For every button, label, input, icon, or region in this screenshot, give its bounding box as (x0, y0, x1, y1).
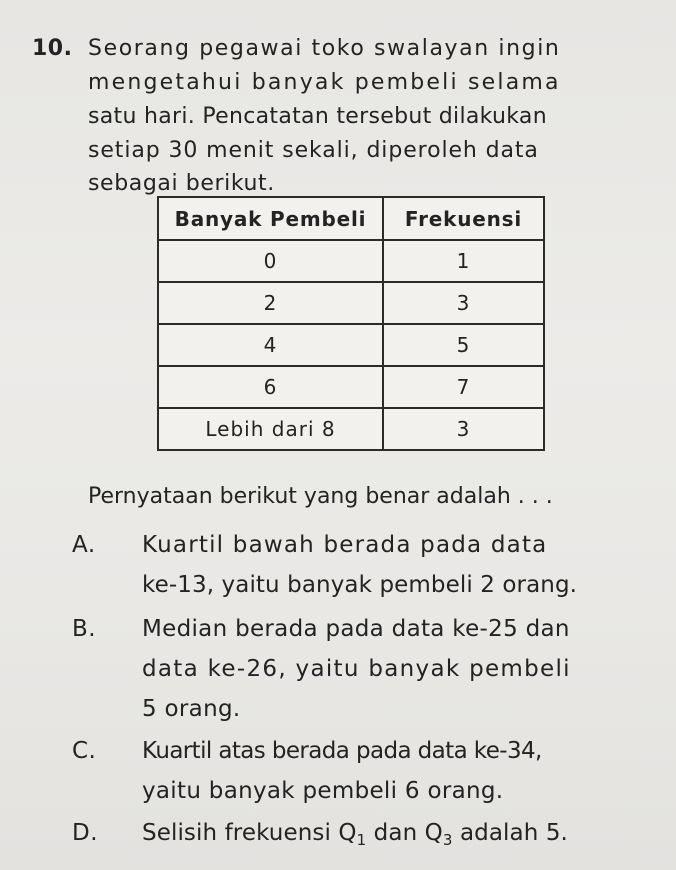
question-stem-line: mengetahui banyak pembeli selama (88, 70, 561, 95)
table-row (158, 282, 544, 324)
question-prompt: Pernyataan berikut yang benar adalah . . . (88, 484, 553, 509)
table-cell: 2 (158, 282, 383, 324)
table-row (158, 324, 544, 366)
frequency-table (157, 196, 545, 451)
table-cell: 5 (383, 324, 544, 366)
option-d-prefix: Selisih frekuensi (142, 820, 339, 846)
question-stem-line: Seorang pegawai toko swalayan ingin (88, 36, 561, 61)
question-stem-line: sebagai berikut. (88, 171, 275, 196)
table-cell: 4 (158, 324, 383, 366)
table-cell: 3 (383, 408, 544, 450)
q1-subscript: 1 (356, 831, 367, 849)
table-header-cell: Frekuensi (383, 197, 544, 240)
option-d-mid: dan (366, 820, 425, 846)
option-b-text: data ke-26, yaitu banyak pembeli (142, 656, 571, 682)
option-c-letter: C. (72, 738, 97, 764)
option-a-text: Kuartil bawah berada pada data (142, 532, 548, 558)
table-cell: 6 (158, 366, 383, 408)
option-b-letter: B. (72, 616, 97, 642)
q3-symbol: Q (424, 820, 443, 846)
option-a-letter: A. (72, 532, 96, 558)
option-d-letter: D. (72, 820, 99, 846)
table-row (158, 366, 544, 408)
table-cell: 3 (383, 282, 544, 324)
table-row (158, 240, 544, 282)
table-cell: 7 (383, 366, 544, 408)
question-stem-line: satu hari. Pencatatan tersebut dilakukan (88, 104, 547, 129)
question-number: 10. (32, 36, 73, 61)
table-cell: 0 (158, 240, 383, 282)
table-header-cell: Banyak Pembeli (158, 197, 383, 240)
table-row (158, 408, 544, 450)
option-c-text: yaitu banyak pembeli 6 orang. (142, 778, 504, 804)
question-stem-line: setiap 30 menit sekali, diperoleh data (88, 138, 539, 163)
option-d-text (142, 820, 568, 849)
option-b-text: 5 orang. (142, 696, 241, 722)
option-a-text: ke-13, yaitu banyak pembeli 2 orang. (142, 572, 578, 598)
option-c-text: Kuartil atas berada pada data ke-34, (142, 738, 542, 764)
option-b-text: Median berada pada data ke-25 dan (142, 616, 570, 642)
q3-subscript: 3 (442, 831, 453, 849)
table-header-row (158, 197, 544, 240)
table-cell: Lebih dari 8 (158, 408, 383, 450)
option-d-suffix: adalah 5. (452, 820, 568, 846)
table-cell: 1 (383, 240, 544, 282)
q1-symbol: Q (338, 820, 357, 846)
